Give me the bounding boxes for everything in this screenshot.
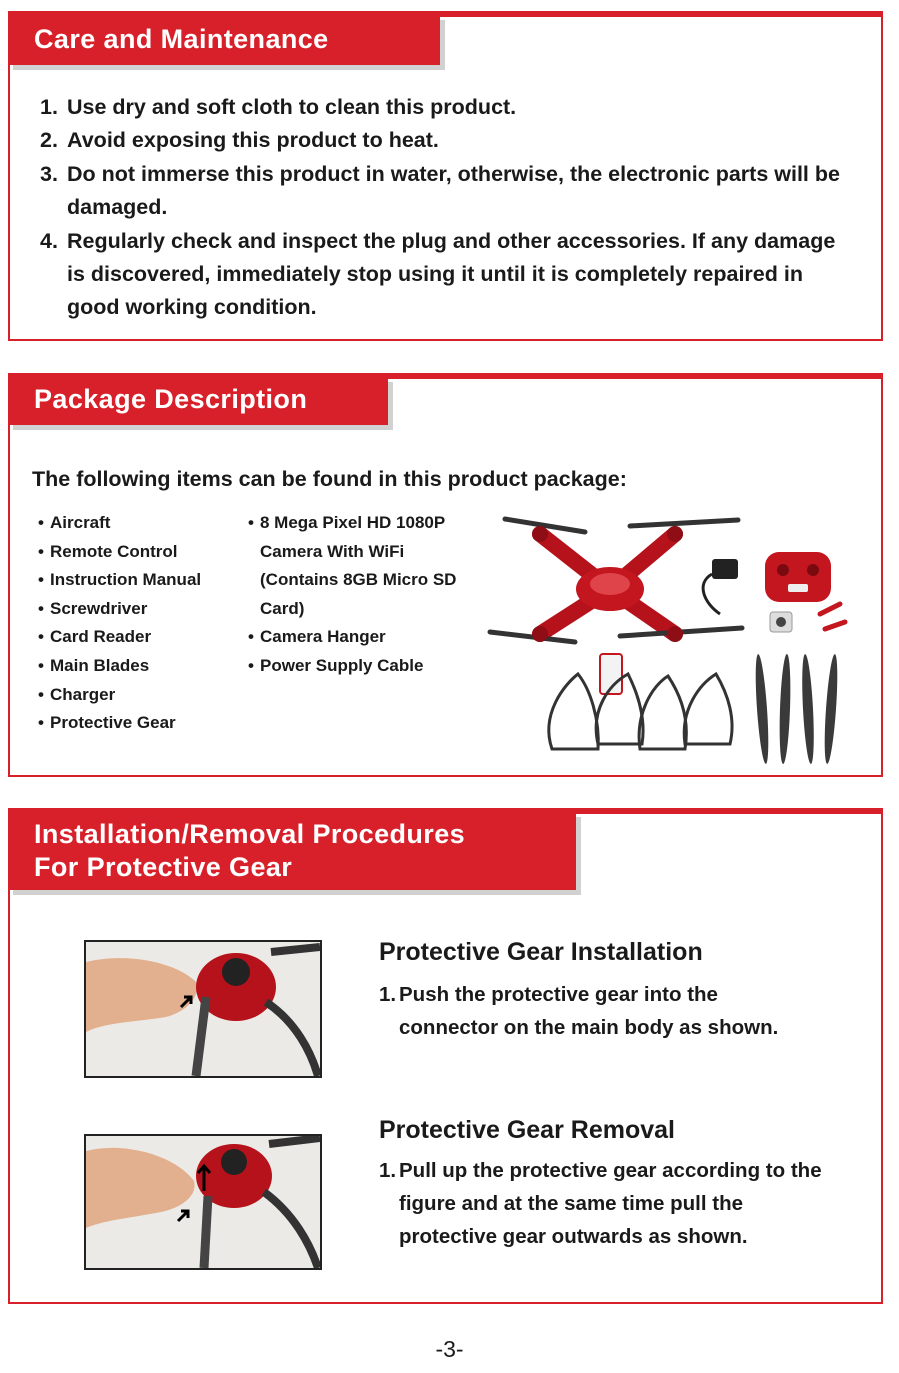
page-number: -3-	[435, 1336, 464, 1362]
care-list	[40, 91, 840, 325]
camera-image	[770, 604, 845, 632]
installation-photo	[84, 940, 322, 1078]
package-item: • Camera Hanger	[248, 627, 386, 647]
removal-steps	[379, 1154, 839, 1254]
care-item: 3. Do not immerse this product in water, otherwise, the electronic parts will be damaged.	[40, 161, 840, 220]
main-blades-image	[753, 654, 840, 764]
package-section	[8, 377, 883, 777]
package-item: • Instruction Manual	[38, 570, 202, 590]
care-item: 1. Use dry and soft cloth to clean this product.	[40, 95, 517, 119]
charger-image	[703, 559, 738, 614]
removal-step: 1. Pull up the protective gear according to the figure and at the same time pull the protective gear outwards as shown.	[379, 1159, 822, 1249]
package-item: • Protective Gear	[38, 713, 176, 733]
install-title-line2: For Protective Gear	[34, 852, 293, 882]
care-item: 2. Avoid exposing this product to heat.	[40, 128, 439, 153]
installation-steps	[379, 978, 799, 1044]
package-item: • Power Supply Cable	[248, 655, 424, 675]
package-items-col1	[38, 509, 238, 738]
package-item: • Card Reader	[38, 627, 152, 647]
package-item: • Aircraft	[38, 513, 111, 532]
care-title-tab	[8, 15, 440, 65]
removal-photo	[84, 1134, 322, 1270]
package-items-col2	[248, 509, 473, 681]
package-item: • Remote Control	[38, 541, 178, 561]
package-item: • Charger	[38, 684, 116, 704]
package-contents-photo	[480, 504, 870, 769]
care-title: Care and Maintenance	[34, 24, 329, 54]
care-item: 4. Regularly check and inspect the plug and other accessories. If any damage is discovered, immediately stop using it until it is completely repaired in good working condition.	[40, 228, 836, 320]
install-title-line1: Installation/Removal Procedures	[34, 819, 466, 849]
removal-heading: Protective Gear Removal	[379, 1116, 675, 1144]
install-title-tab	[8, 812, 576, 890]
installation-step: 1. Push the protective gear into the connector on the main body as shown.	[379, 983, 779, 1040]
care-section	[8, 15, 883, 341]
package-title-tab	[8, 377, 388, 425]
package-intro: The following items can be found in this product package:	[32, 467, 627, 491]
package-item: • Screwdriver	[38, 598, 148, 618]
install-section	[8, 812, 883, 1304]
installation-heading: Protective Gear Installation	[379, 938, 703, 966]
package-item: • Main Blades	[38, 655, 150, 675]
remote-control-image	[765, 552, 831, 602]
protective-gear-image	[549, 674, 732, 749]
package-title: Package Description	[34, 384, 308, 414]
package-item: • 8 Mega Pixel HD 1080P Camera With WiFi (Contains 8GB Micro SD Card)	[248, 513, 457, 618]
